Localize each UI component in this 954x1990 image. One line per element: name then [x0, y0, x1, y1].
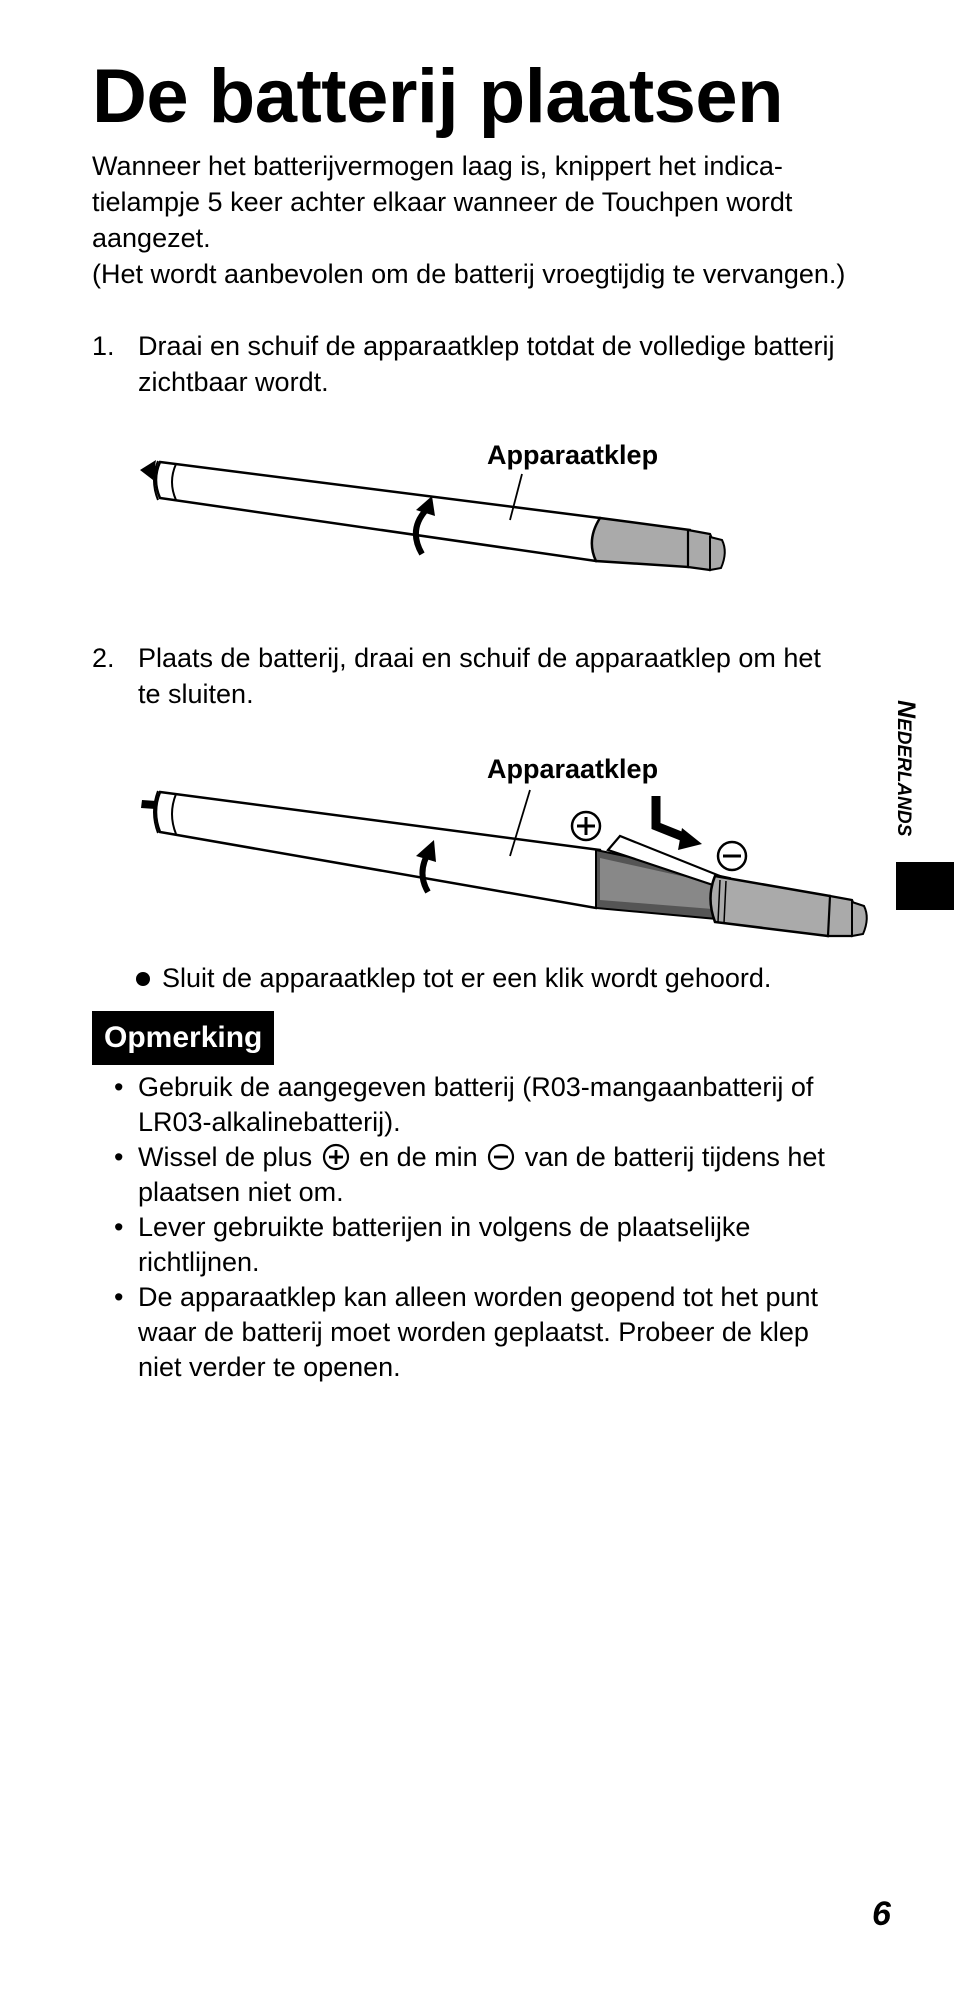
page-title: De batterij plaatsen	[92, 54, 784, 139]
intro-line: tielampje 5 keer achter elkaar wanneer de Touchpen wordt	[92, 187, 793, 217]
language-tab-marker	[896, 862, 954, 910]
close-note: Sluit de apparaatklep tot er een klik wordt gehoord.	[162, 963, 772, 993]
touchpen-open-illustration	[130, 740, 890, 950]
plus-circle-icon	[572, 812, 600, 840]
svg-text:NEDERLANDS: NEDERLANDS	[892, 700, 920, 837]
figure-close-cover	[130, 740, 890, 950]
plus-circle-icon	[322, 1143, 350, 1171]
cover-label: Apparaatklep	[487, 440, 659, 470]
step-line: zichtbaar wordt.	[138, 367, 329, 397]
pen-grip	[592, 518, 693, 567]
note-item: • Lever gebruikte batterijen in volgens de plaatselijke richtlijnen.	[114, 1212, 751, 1277]
intro-line: aangezet.	[92, 223, 211, 253]
pen-body	[156, 792, 602, 908]
pen-body	[156, 462, 602, 561]
intro-paragraph	[92, 148, 892, 292]
touchpen-illustration	[130, 430, 770, 610]
note-item: • Gebruik de aangegeven batterij (R03-mangaanbatterij of LR03-alkalinebatterij).	[114, 1072, 814, 1137]
step-line: te sluiten.	[138, 679, 254, 709]
note-heading: Opmerking	[92, 1011, 274, 1065]
cover-label: Apparaatklep	[487, 754, 659, 784]
step-number: 1.	[92, 331, 115, 361]
step-line: Draai en schuif de apparaatklep totdat de volledige batterij	[138, 331, 835, 361]
intro-line: (Het wordt aanbevolen om de batterij vroegtijdig te vervangen.)	[92, 259, 846, 289]
minus-circle-icon	[718, 842, 746, 870]
notes-list	[92, 1070, 912, 1385]
figure-open-cover	[130, 430, 770, 610]
note-item: • Wissel de plus en de min van de batterij tijdens het plaatsen niet om.	[114, 1142, 825, 1207]
pen-grip	[711, 876, 833, 936]
note-item: • De apparaatklep kan alleen worden geopend tot het punt waar de batterij moet worden geplaatst. Probeer de klep niet verder te openen.	[114, 1282, 819, 1382]
minus-circle-icon	[487, 1143, 515, 1171]
page-number: 6	[872, 1895, 891, 1933]
step-line: Plaats de batterij, draai en schuif de apparaatklep om het	[138, 643, 821, 673]
step-number: 2.	[92, 643, 115, 673]
language-tab-label	[880, 700, 940, 860]
intro-line: Wanneer het batterijvermogen laag is, knippert het indica-	[92, 151, 783, 181]
step-text	[138, 640, 898, 712]
step-text	[138, 328, 898, 400]
bullet	[136, 972, 150, 986]
